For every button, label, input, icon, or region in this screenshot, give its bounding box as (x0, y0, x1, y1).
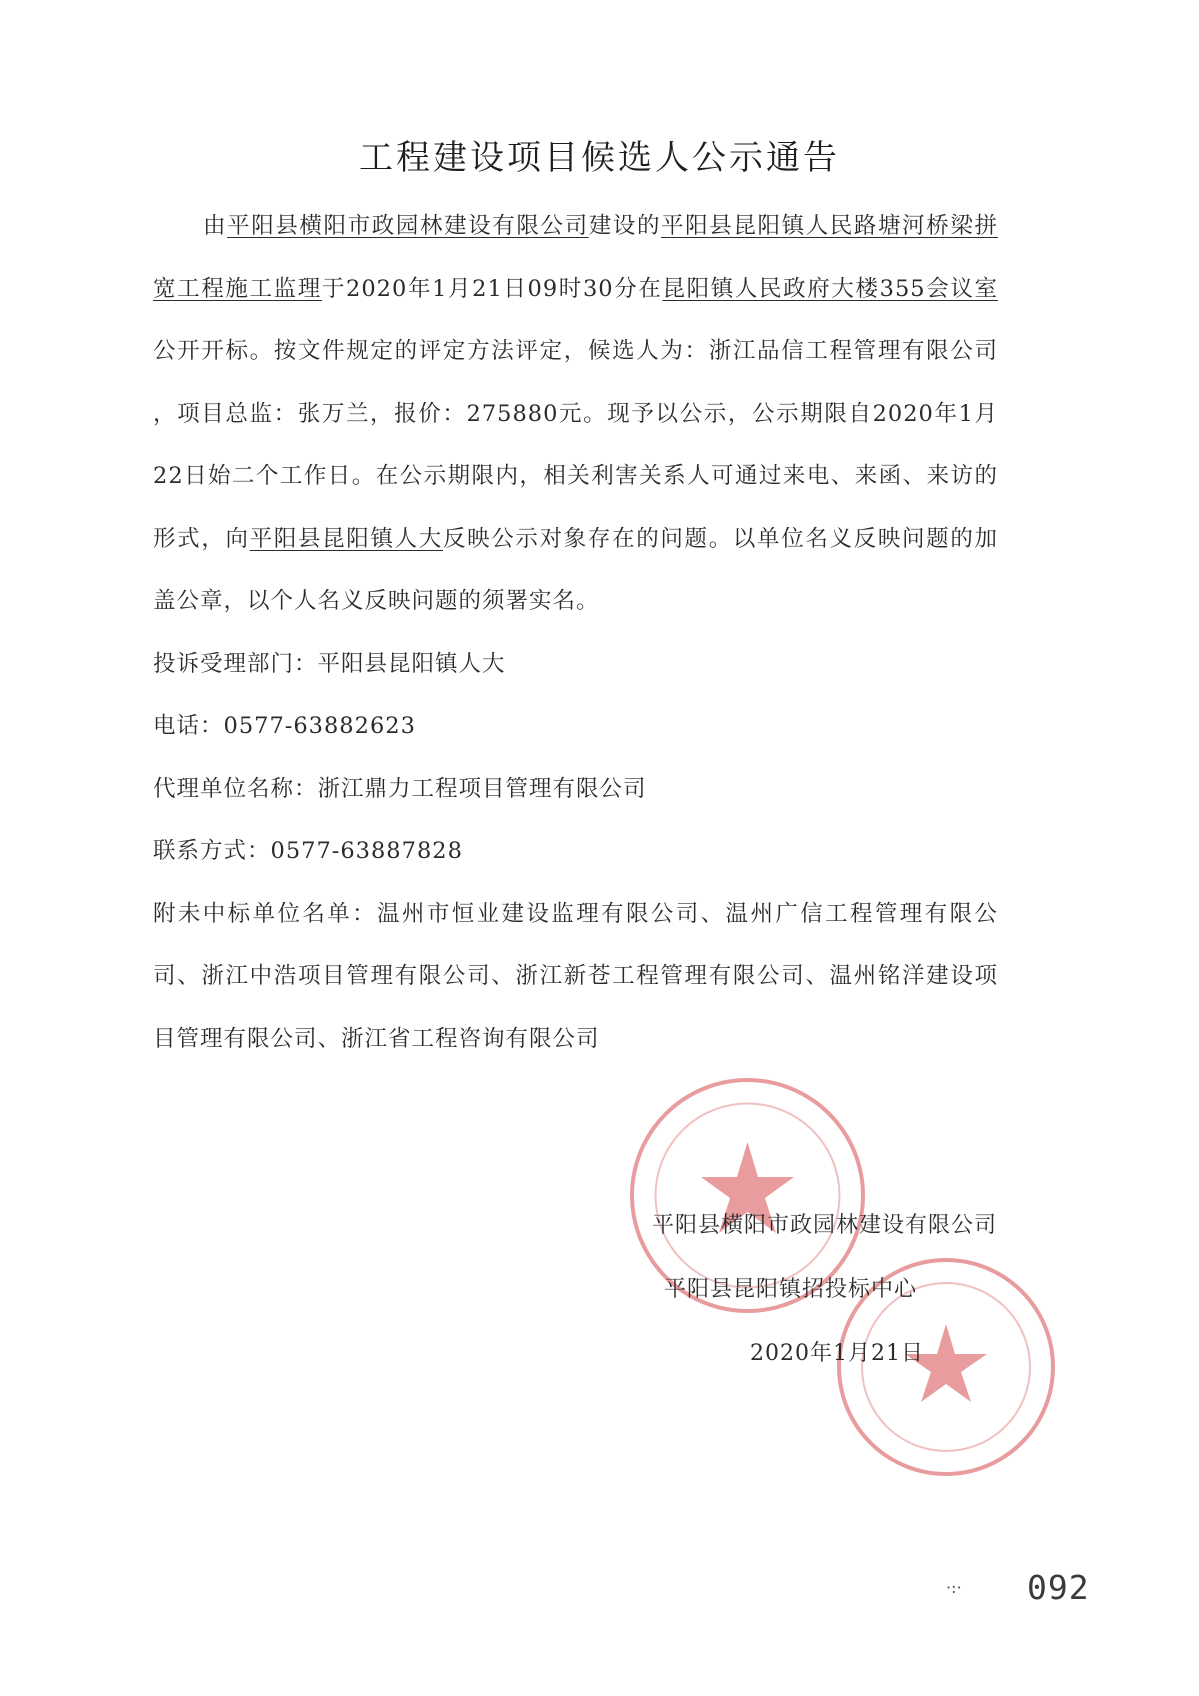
contact-line: 联系方式：0577-63887828 (153, 838, 463, 864)
non-winners-paragraph: 附未中标单位名单：温州市恒业建设监理有限公司、温州广信工程管理有限公司、浙江中浩项目管理有限公司、浙江新苍工程管理有限公司、温州铭洋建设项目管理有限公司、浙江省工程咨询有限公司 (153, 900, 998, 1052)
text-segment: 建设的 (588, 213, 662, 239)
text-segment: 于2020年1月21日09时30分在 (321, 275, 663, 302)
text-segment: 由 (203, 213, 228, 239)
signature-date: 2020年1月21日 (750, 1341, 924, 1366)
signature-org-builder: 平阳县横阳市政园林建设有限公司 (651, 1213, 997, 1238)
document-title: 工程建设项目候选人公示通告 (359, 138, 840, 178)
builder-name: 平阳县横阳市政园林建设有限公司 (227, 213, 589, 239)
phone-line: 电话：0577-63882623 (153, 713, 416, 739)
project-name: 平阳县昆阳镇人民路塘河桥梁拼宽工程施工监理 (153, 213, 998, 302)
authority-name: 平阳县昆阳镇人大 (249, 525, 443, 552)
text-segment: 反映公示对象存在的问题。以单位名义反映问题的加盖公章，以个人名义反映问题的须署实名。 (153, 525, 998, 614)
signature-org-center: 平阳县昆阳镇招投标中心 (663, 1277, 917, 1302)
complaint-dept-line: 投诉受理部门：平阳县昆阳镇人大 (153, 650, 506, 677)
document-body (153, 195, 998, 1070)
page-number: 092 (1027, 1568, 1090, 1607)
agent-line: 代理单位名称：浙江鼎力工程项目管理有限公司 (153, 775, 647, 802)
notice-paragraph (153, 195, 998, 633)
scan-mark: ·:· (946, 1578, 962, 1597)
text-segment: 公开开标。按文件规定的评定方法评定，候选人为：浙江品信工程管理有限公司 ，项目总监：张万兰，报价：275880元。现予以公示，公示期限自2020年1月22日始二个工作日。在公示期限内，相关利害关系人可通过来电、来函、来访的形式，向 (153, 338, 998, 552)
venue-name: 昆阳镇人民政府大楼355会议室 (662, 275, 998, 302)
